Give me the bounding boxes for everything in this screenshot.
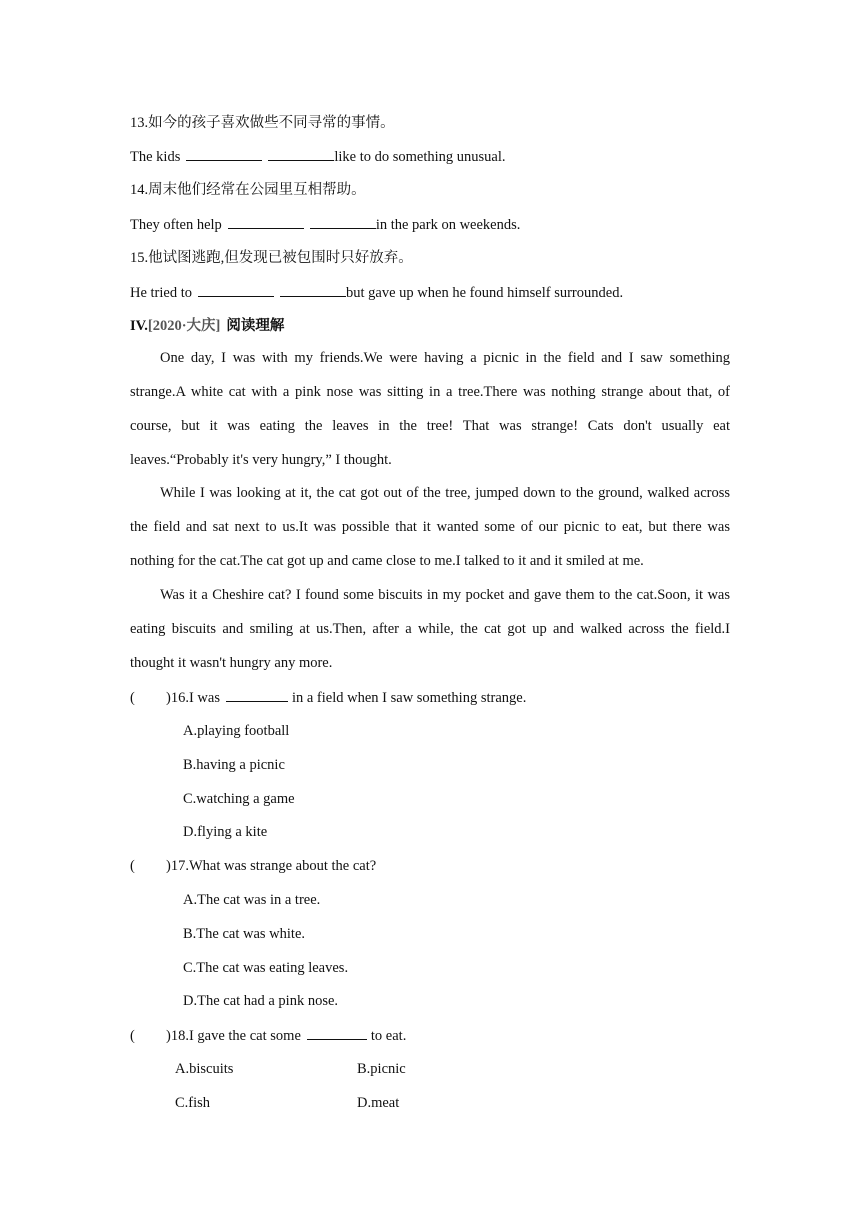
section-source-tag: [2020·大庆] xyxy=(147,318,221,334)
q16-prefix: )16.I was xyxy=(166,690,220,706)
q14-suffix: in the park on weekends. xyxy=(375,217,521,233)
q18-option-a[interactable]: A.biscuits xyxy=(175,1061,234,1077)
q16-suffix: in a field when I saw something strange. xyxy=(291,690,527,706)
q13-blank-2[interactable] xyxy=(268,146,334,161)
q13-blank-1[interactable] xyxy=(186,146,262,161)
passage-paragraph-1: One day, I was with my friends.We were having a picnic in the field and I saw something strange.A white cat with a pink nose was sitting in a tree.There was nothing strange about that, of course, but it was eating the leaves in the tree! That was strange! Cats don't usually eat leaves.“Probably it's very hungry,” I thought. xyxy=(130,350,730,468)
q15-blank-1[interactable] xyxy=(198,282,274,297)
q18-blank[interactable] xyxy=(307,1025,367,1040)
q14-blank-2[interactable] xyxy=(310,214,376,229)
q16-option-b[interactable]: B.having a picnic xyxy=(183,757,285,773)
q15-chinese: 15.他试图逃跑,但发现已被包围时只好放弃。 xyxy=(130,250,413,266)
q17-option-d[interactable]: D.The cat had a pink nose. xyxy=(183,993,339,1009)
q14-chinese: 14.周末他们经常在公园里互相帮助。 xyxy=(130,182,366,198)
q13-english xyxy=(130,146,506,167)
q17-answer-paren[interactable]: ( xyxy=(130,858,135,874)
q17-option-b[interactable]: B.The cat was white. xyxy=(183,926,306,942)
passage-paragraph-2: While I was looking at it, the cat got out of the tree, jumped down to the ground, walked across the field and sat next to us.It was possible that it wanted some of our picnic to eat, but there was nothing for the cat.The cat got up and came close to me.I talked to it and it smiled at me. xyxy=(130,485,730,569)
q14-prefix: They often help xyxy=(130,217,222,233)
q13-chinese: 13.如今的孩子喜欢做些不同寻常的事情。 xyxy=(130,115,395,131)
q16-answer-paren[interactable]: ( xyxy=(130,690,135,706)
q15-english xyxy=(130,282,623,303)
q15-prefix: He tried to xyxy=(130,285,193,301)
q13-suffix: like to do something unusual. xyxy=(334,149,506,165)
q18-option-d[interactable]: D.meat xyxy=(357,1095,400,1111)
q14-english xyxy=(130,214,520,235)
q18-option-c[interactable]: C.fish xyxy=(175,1095,211,1111)
q18-option-b[interactable]: B.picnic xyxy=(357,1061,406,1077)
q18-stem xyxy=(130,1025,406,1046)
q18-suffix: to eat. xyxy=(370,1028,407,1044)
q17-text: )17.What was strange about the cat? xyxy=(166,858,377,874)
q15-suffix: but gave up when he found himself surrounded. xyxy=(346,285,624,301)
passage-paragraph-3: Was it a Cheshire cat? I found some biscuits in my pocket and gave them to the cat.Soon, it was eating biscuits and smiling at us.Then, after a while, the cat got up and walked across the field.I thought it wasn't hungry any more. xyxy=(130,587,730,671)
q18-answer-paren[interactable]: ( xyxy=(130,1028,135,1044)
q16-option-a[interactable]: A.playing football xyxy=(183,723,290,739)
q18-prefix: )18.I gave the cat some xyxy=(166,1028,301,1044)
q14-blank-1[interactable] xyxy=(228,214,304,229)
q16-option-d[interactable]: D.flying a kite xyxy=(183,824,268,840)
section-header xyxy=(130,316,284,336)
q17-option-a[interactable]: A.The cat was in a tree. xyxy=(183,892,321,908)
q17-stem xyxy=(130,856,376,876)
q15-blank-2[interactable] xyxy=(280,282,346,297)
section-title: 阅读理解 xyxy=(226,318,285,334)
q17-option-c[interactable]: C.The cat was eating leaves. xyxy=(183,960,349,976)
section-number: IV. xyxy=(130,318,148,334)
q16-stem xyxy=(130,687,526,708)
q13-prefix: The kids xyxy=(130,149,181,165)
q16-blank[interactable] xyxy=(226,687,288,702)
q16-option-c[interactable]: C.watching a game xyxy=(183,791,295,807)
